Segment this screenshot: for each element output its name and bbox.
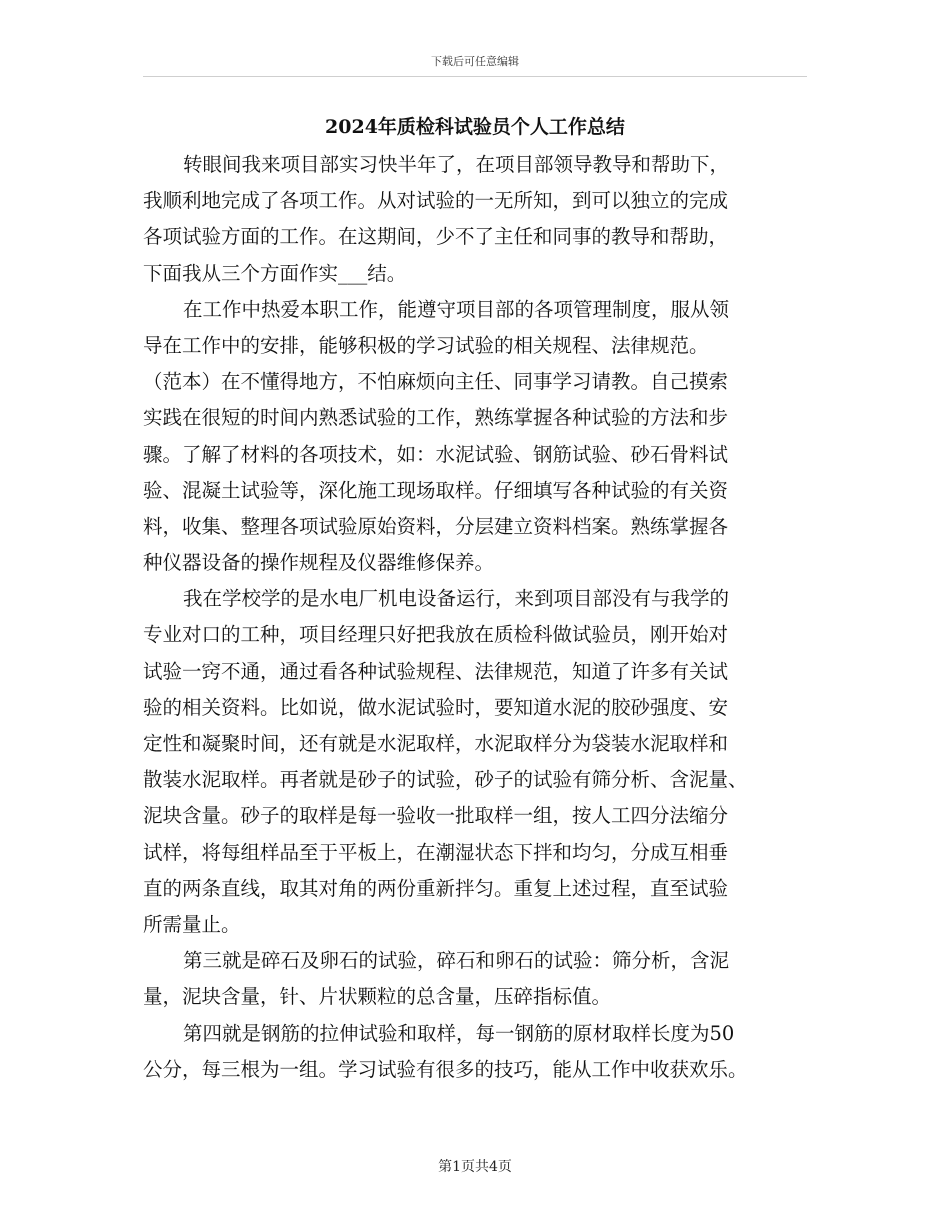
body-line: 第三就是碎石及卵石的试验，碎石和卵石的试验：筛分析，含泥 <box>183 949 730 973</box>
body-line: 量，泥块含量，针、片状颗粒的总含量，压碎指标值。 <box>143 985 612 1009</box>
body-line: 我在学校学的是水电厂机电设备运行，来到项目部没有与我学的 <box>183 587 730 611</box>
document-body <box>143 147 803 1088</box>
body-line: 实践在很短的时间内熟悉试验的工作，熟练掌握各种试验的方法和步 <box>143 406 729 430</box>
body-line: 公分，每三根为一组。学习试验有很多的技巧，能从工作中收获欢乐。 <box>143 1057 748 1081</box>
body-line: 转眼间我来项目部实习快半年了，在项目部领导教导和帮助下， <box>183 153 730 176</box>
body-line: 专业对口的工种，项目经理只好把我放在质检科做试验员，刚开始对 <box>143 623 729 647</box>
body-line: 在工作中热爱本职工作，能遵守项目部的各项管理制度，服从领 <box>183 297 730 321</box>
body-line: 泥块含量。砂子的取样是每一验收一批取样一组，按人工四分法缩分 <box>143 804 729 828</box>
page-number: 第1页共4页 <box>438 1159 512 1175</box>
body-line: 试验一窍不通，通过看各种试验规程、法律规范，知道了许多有关试 <box>143 659 729 683</box>
body-line: 散装水泥取样。再者就是砂子的试验，砂子的试验有筛分析、含泥量、 <box>143 768 748 792</box>
body-line: 第四就是钢筋的拉伸试验和取样，每一钢筋的原材取样长度为50 <box>183 1021 735 1045</box>
body-line: 导在工作中的安排，能够积极的学习试验的相关规程、法律规范。 <box>143 333 709 357</box>
body-line: 我顺利地完成了各项工作。从对试验的一无所知，到可以独立的完成 <box>143 189 729 213</box>
page-header-note: 下载后可任意编辑 <box>431 55 519 68</box>
body-line: 直的两条直线，取其对角的两份重新拌匀。重复上述过程，直至试验 <box>143 876 729 900</box>
header-divider <box>143 76 807 77</box>
body-line: 所需量止。 <box>143 912 241 936</box>
body-line: 各项试验方面的工作。在这期间，少不了主任和同事的教导和帮助， <box>143 225 729 249</box>
body-line: （范本）在不懂得地方，不怕麻烦向主任、同事学习请教。自己摸索 <box>143 370 729 394</box>
body-line: 试样，将每组样品至于平板上，在潮湿状态下拌和均匀，分成互相垂 <box>143 840 729 864</box>
body-line: 下面我从三个方面作实___结。 <box>143 261 407 285</box>
body-line: 定性和凝聚时间，还有就是水泥取样，水泥取样分为袋装水泥取样和 <box>143 732 729 755</box>
body-line: 验的相关资料。比如说，做水泥试验时，要知道水泥的胶砂强度、安 <box>143 695 729 719</box>
body-line: 验、混凝土试验等，深化施工现场取样。仔细填写各种试验的有关资 <box>143 478 729 502</box>
body-line: 骤。了解了材料的各项技术，如：水泥试验、钢筋试验、砂石骨料试 <box>143 442 729 466</box>
body-line: 种仪器设备的操作规程及仪器维修保养。 <box>143 551 495 575</box>
document-title: 2024年质检科试验员个人工作总结 <box>325 116 625 138</box>
body-line: 料，收集、整理各项试验原始资料，分层建立资料档案。熟练掌握各 <box>143 514 729 538</box>
